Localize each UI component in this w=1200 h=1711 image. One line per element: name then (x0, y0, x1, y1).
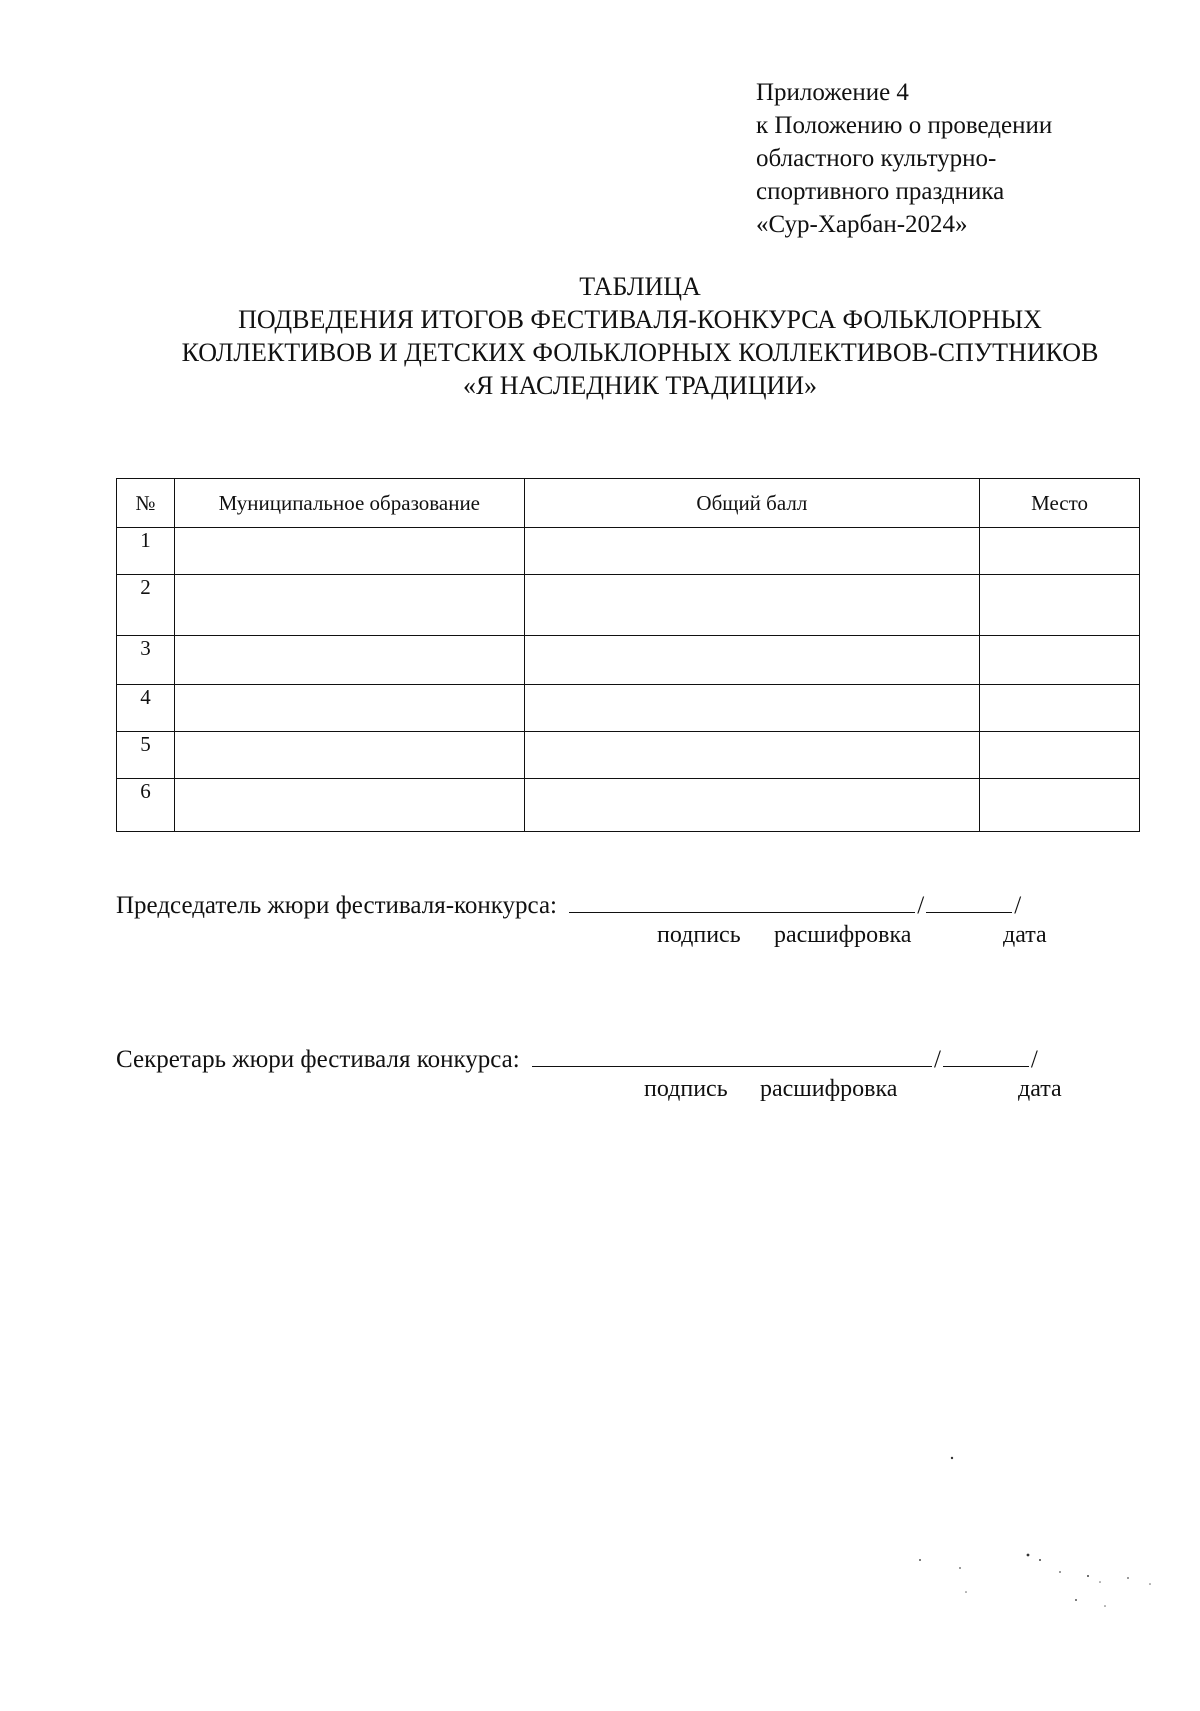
caption-signature: подпись (657, 922, 741, 948)
table-row (117, 779, 1140, 832)
place-cell[interactable] (980, 685, 1140, 732)
appendix-line: Приложение 4 (756, 79, 909, 106)
chairman-label: Председатель жюри фестиваля-конкурса: (116, 892, 558, 919)
chairman-date-field[interactable] (926, 888, 1012, 913)
appendix-line: спортивного праздника (756, 178, 1005, 205)
separator: / (917, 892, 925, 919)
score-cell[interactable] (524, 636, 979, 685)
separator: / (933, 1046, 941, 1073)
row-number: 5 (117, 732, 175, 779)
header-total-score: Общий балл (524, 479, 979, 528)
row-number: 3 (117, 636, 175, 685)
place-cell[interactable] (980, 636, 1140, 685)
appendix-line: областного культурно- (756, 145, 997, 172)
caption-signature: подпись (644, 1076, 728, 1102)
secretary-date-field[interactable] (943, 1042, 1029, 1067)
municipality-cell[interactable] (174, 732, 524, 779)
score-cell[interactable] (524, 575, 979, 636)
chairman-signature-line (116, 888, 1023, 920)
score-cell[interactable] (524, 732, 979, 779)
header-place: Место (980, 479, 1140, 528)
appendix-note (756, 76, 1156, 241)
place-cell[interactable] (980, 528, 1140, 575)
chairman-captions (0, 922, 1200, 952)
title-line: ПОДВЕДЕНИЯ ИТОГОВ ФЕСТИВАЛЯ-КОНКУРСА ФОЛЬКЛОРНЫХ (238, 305, 1042, 334)
municipality-cell[interactable] (174, 685, 524, 732)
municipality-cell[interactable] (174, 636, 524, 685)
secretary-captions (0, 1076, 1200, 1106)
municipality-cell[interactable] (174, 575, 524, 636)
row-number: 2 (117, 575, 175, 636)
secretary-label: Секретарь жюри фестиваля конкурса: (116, 1046, 520, 1073)
scan-specks (900, 1450, 1160, 1610)
caption-date: дата (1003, 922, 1047, 948)
header-number: № (117, 479, 175, 528)
header-municipality: Муниципальное образование (174, 479, 524, 528)
place-cell[interactable] (980, 732, 1140, 779)
separator: / (1014, 892, 1022, 919)
table-header-row (117, 479, 1140, 528)
score-cell[interactable] (524, 685, 979, 732)
row-number: 4 (117, 685, 175, 732)
score-cell[interactable] (524, 779, 979, 832)
table-row (117, 685, 1140, 732)
secretary-signature-field[interactable] (532, 1042, 932, 1067)
table-row (117, 528, 1140, 575)
caption-decoding: расшифровка (760, 1076, 898, 1102)
municipality-cell[interactable] (174, 779, 524, 832)
appendix-line: «Сур-Харбан-2024» (756, 211, 968, 238)
results-table (116, 478, 1140, 832)
score-cell[interactable] (524, 528, 979, 575)
secretary-signature-line (116, 1042, 1040, 1074)
table-row (117, 575, 1140, 636)
table-row (117, 732, 1140, 779)
table-row (117, 636, 1140, 685)
chairman-signature-field[interactable] (569, 888, 915, 913)
document-title (100, 270, 1180, 402)
place-cell[interactable] (980, 575, 1140, 636)
title-line: «Я НАСЛЕДНИК ТРАДИЦИИ» (462, 371, 818, 400)
place-cell[interactable] (980, 779, 1140, 832)
row-number: 1 (117, 528, 175, 575)
title-line: ТАБЛИЦА (579, 272, 701, 301)
caption-date: дата (1018, 1076, 1062, 1102)
appendix-line: к Положению о проведении (756, 112, 1053, 139)
caption-decoding: расшифровка (774, 922, 912, 948)
title-line: КОЛЛЕКТИВОВ И ДЕТСКИХ ФОЛЬКЛОРНЫХ КОЛЛЕКТИВОВ-СПУТНИКОВ (181, 338, 1099, 367)
separator: / (1030, 1046, 1038, 1073)
municipality-cell[interactable] (174, 528, 524, 575)
row-number: 6 (117, 779, 175, 832)
